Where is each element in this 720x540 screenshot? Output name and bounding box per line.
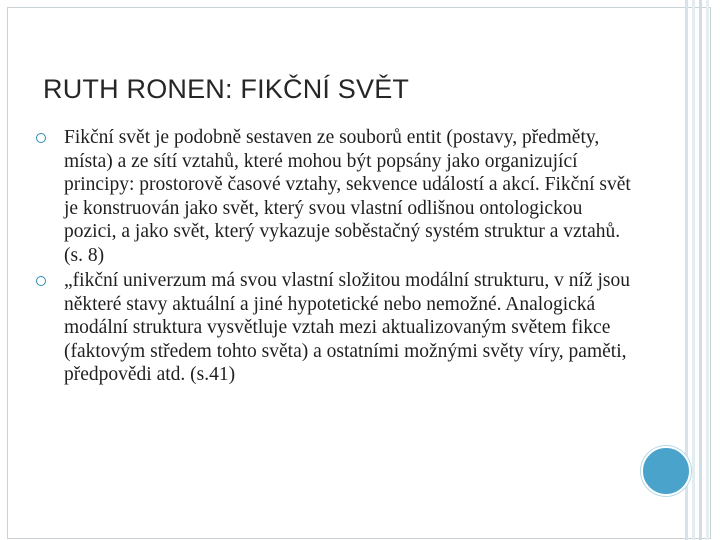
- bullet-item: [36, 269, 636, 387]
- bullet-item: [36, 126, 636, 267]
- hollow-circle-bullet-icon: [36, 276, 46, 286]
- slide-title: RUTH RONEN: FIKČNÍ SVĚT: [43, 74, 410, 104]
- decorative-stripe: [699, 0, 702, 540]
- decorative-circle: [641, 446, 691, 496]
- hollow-circle-bullet-icon: [36, 133, 46, 143]
- bullet-text: Fikční svět je podobně sestaven ze souborů entit (postavy, předměty, místa) a ze sítí vztahů, které mohou být popsány jako organizující principy: prostorově časové vztahy, sekvence událostí a akcí. Fikční svět je konstruován jako svět, který svou vlastní odlišnou ontologickou pozici, a jako svět, který vykazuje soběstačný systém struktur a vztahů. (s. 8): [64, 127, 631, 266]
- decorative-stripe: [692, 0, 695, 540]
- decorative-stripe: [706, 0, 709, 540]
- bullet-list: [36, 126, 636, 389]
- bullet-text: „fikční univerzum má svou vlastní složitou modální strukturu, v níž jsou některé stavy aktuální a jiné hypotetické nebo nemožné. Analogická modální struktura vysvětluje vztah mezi aktualizovaným světem fikce (faktovým středem tohto světa) a ostatními možnými světy víry, paměti, předpovědi atd. (s.41): [64, 270, 630, 385]
